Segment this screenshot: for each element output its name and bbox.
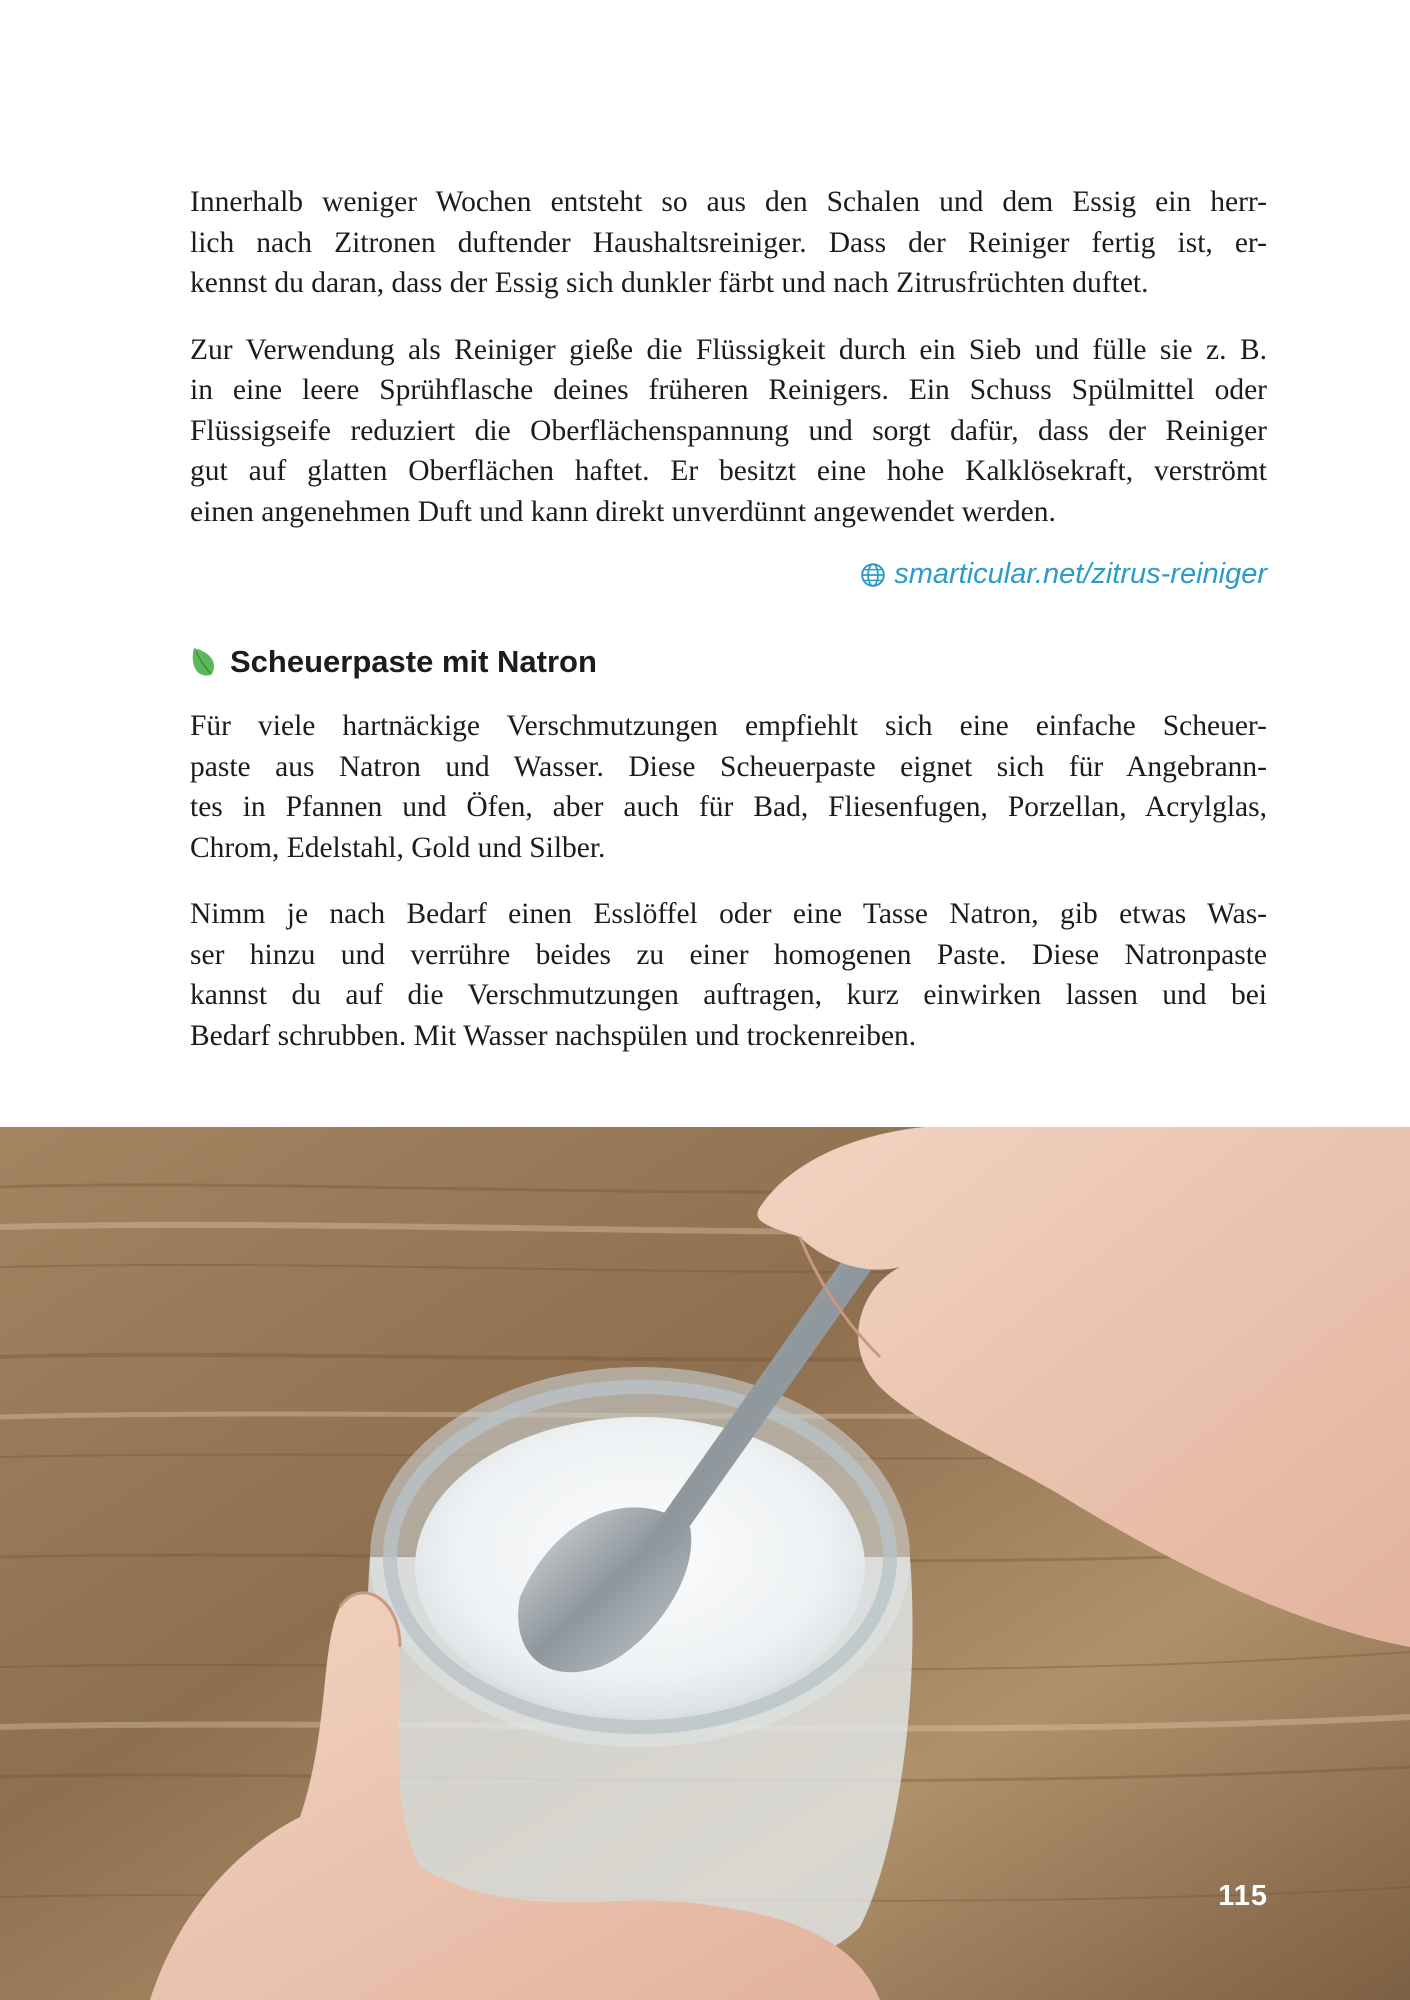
paragraph-line: Zur Verwendung als Reiniger gieße die Flüssigkeit durch ein Sieb und fülle sie z. B.	[190, 333, 1267, 366]
paragraph-line: Chrom, Edelstahl, Gold und Silber.	[190, 831, 606, 864]
paragraph-line: tes in Pfannen und Öfen, aber auch für Bad, Fliesenfugen, Porzellan, Acrylglas,	[190, 791, 1267, 823]
paragraph-line: in eine leere Sprühflasche deines früheren Reinigers. Ein Schuss Spülmittel oder	[190, 374, 1267, 406]
paragraph-line: Bedarf schrubben. Mit Wasser nachspülen und trockenreiben.	[190, 1019, 917, 1052]
paragraph-line: einen angenehmen Duft und kann direkt unverdünnt angewendet werden.	[190, 495, 1056, 528]
paragraph	[190, 182, 1267, 304]
paragraph-line: ser hinzu und verrühre beides zu einer homogenen Paste. Diese Natronpaste	[190, 938, 1267, 971]
paragraph-line: paste aus Natron und Wasser. Diese Scheuerpaste eignet sich für Angebrann-	[190, 750, 1267, 783]
page-content	[190, 182, 1267, 1082]
paragraph	[190, 706, 1267, 868]
paragraph-line: Nimm je nach Bedarf einen Esslöffel oder eine Tasse Natron, gib etwas Was-	[190, 898, 1267, 930]
paragraph-line: Für viele hartnäckige Verschmutzungen empfiehlt sich eine einfache Scheuer-	[190, 710, 1267, 742]
source-link[interactable]	[860, 558, 1267, 591]
page-number: 115	[1218, 1880, 1268, 1912]
paragraph-line: kennst du daran, dass der Essig sich dunkler färbt und nach Zitrusfrüchten duftet.	[190, 267, 1149, 299]
paragraph-line: Flüssigseife reduziert die Oberflächenspannung und sorgt dafür, dass der Reiniger	[190, 414, 1267, 447]
link-row	[190, 558, 1267, 598]
paragraph-line: gut auf glatten Oberflächen haftet. Er besitzt eine hohe Kalklösekraft, verströmt	[190, 455, 1267, 487]
paragraph-line: kannst du auf die Verschmutzungen auftragen, kurz einwirken lassen und bei	[190, 979, 1267, 1011]
section-heading	[190, 644, 1267, 680]
globe-icon	[860, 562, 886, 588]
paragraph	[190, 330, 1267, 533]
section-heading-text: Scheuerpaste mit Natron	[230, 644, 597, 679]
paragraph	[190, 894, 1267, 1056]
bottom-text-block	[190, 706, 1267, 1056]
top-text-block	[190, 182, 1267, 532]
jar-with-paste-photo	[0, 1127, 1410, 2000]
paragraph-line: Innerhalb weniger Wochen entsteht so aus den Schalen und dem Essig ein herr-	[190, 186, 1267, 218]
source-link-text: smarticular.net/zitrus-reiniger	[894, 558, 1267, 590]
paragraph-line: lich nach Zitronen duftender Haushaltsreiniger. Dass der Reiniger fertig ist, er-	[190, 226, 1267, 259]
leaf-icon	[190, 646, 218, 678]
